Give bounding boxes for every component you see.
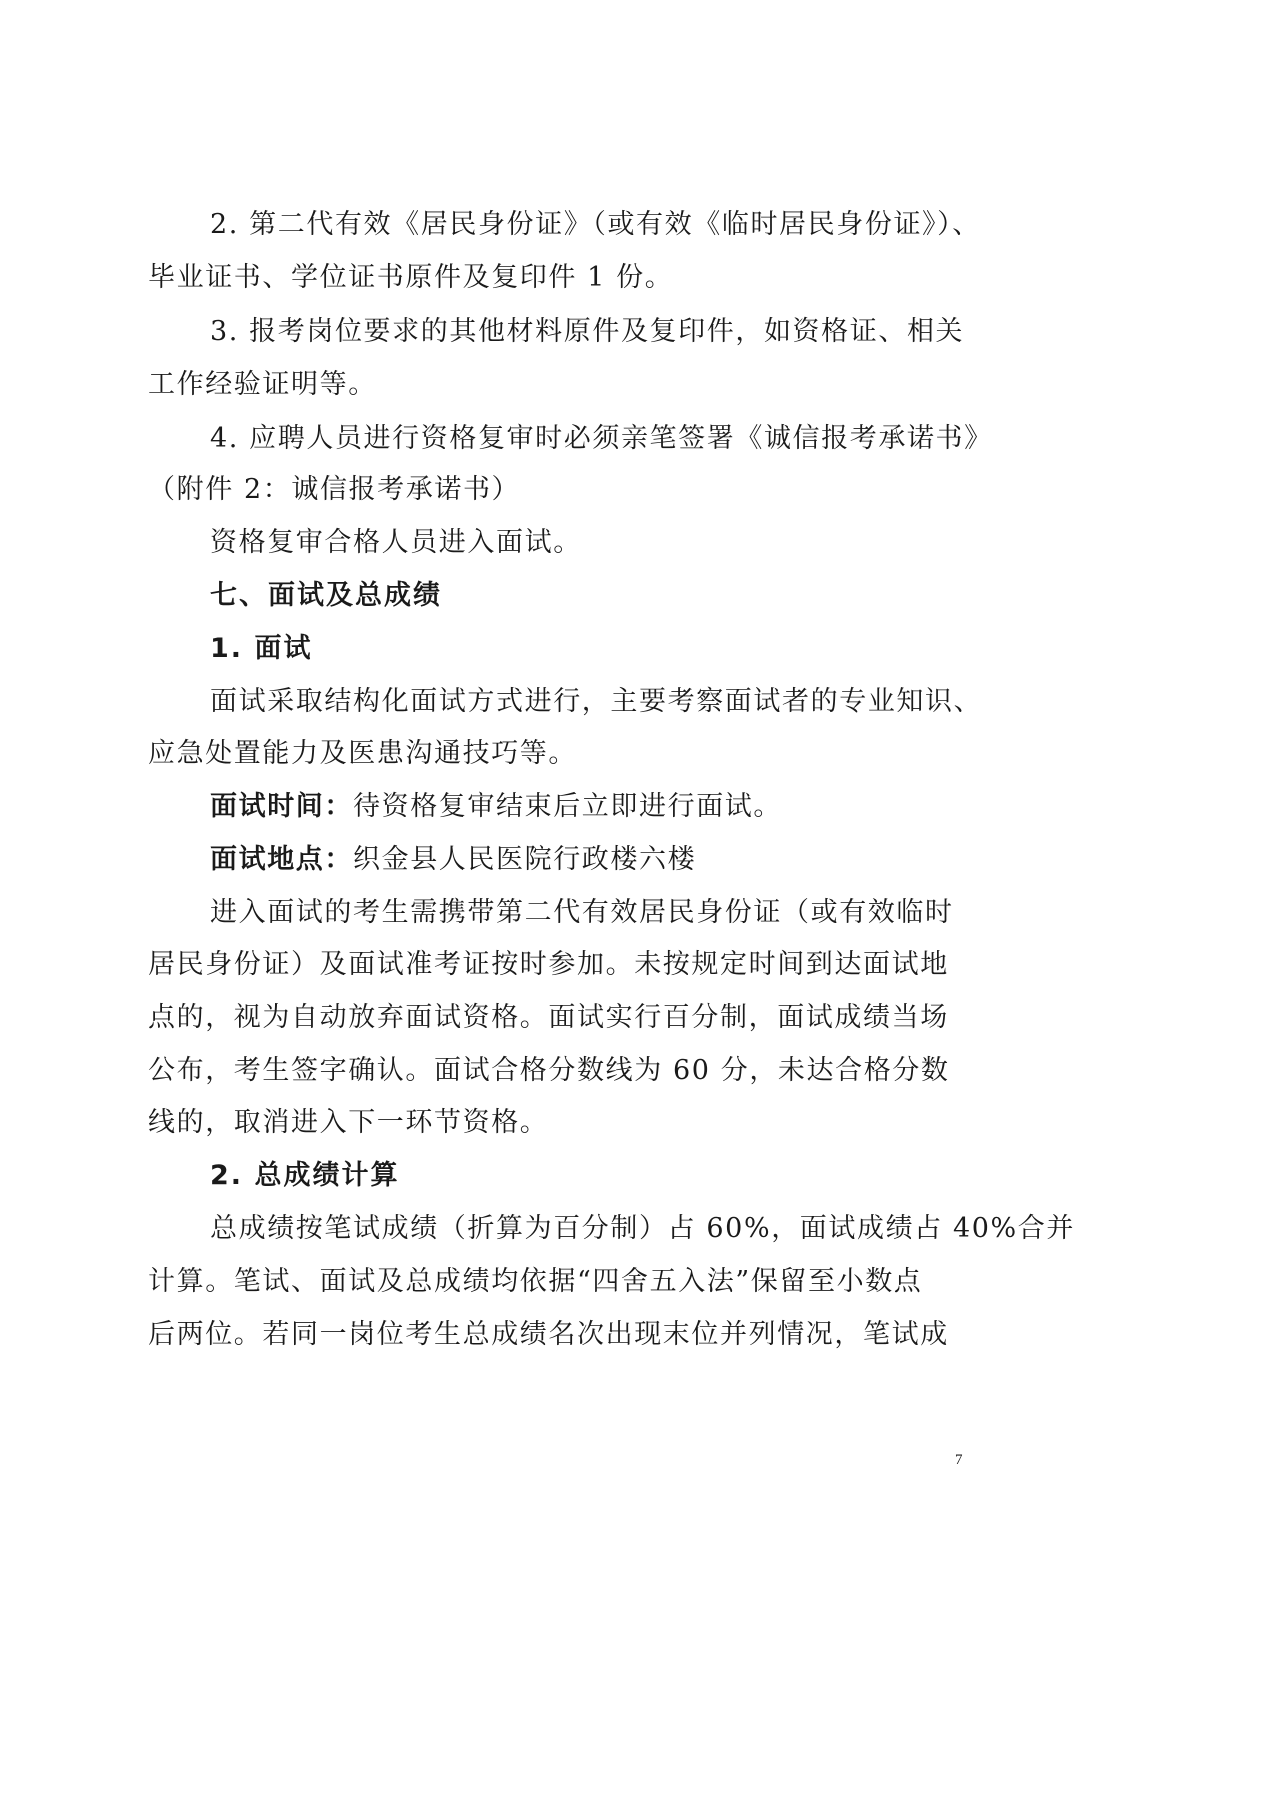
interview-location-line <box>210 840 983 880</box>
paragraph-line <box>148 1262 983 1302</box>
paragraph-line <box>148 945 983 985</box>
paragraph-line <box>148 470 983 510</box>
text: 4. 应聘人员进行资格复审时必须亲笔签署《诚信报考承诺书》 <box>210 423 993 454</box>
paragraph-line <box>210 523 983 563</box>
paragraph-line <box>148 1051 983 1091</box>
interview-location-value: 织金县人民医院行政楼六楼 <box>353 844 697 875</box>
interview-time-label: 面试时间： <box>210 791 353 822</box>
paragraph-line <box>148 998 983 1038</box>
subsection-heading <box>210 629 983 669</box>
paragraph-line <box>210 205 983 245</box>
text: （附件 2：诚信报考承诺书） <box>148 474 521 505</box>
text: 进入面试的考生需携带第二代有效居民身份证（或有效临时 <box>210 897 954 928</box>
text: 总成绩按笔试成绩（折算为百分制）占 60%，面试成绩占 40%合并 <box>210 1213 1075 1244</box>
text: 应急处置能力及医患沟通技巧等。 <box>148 738 577 769</box>
heading-text: 七、面试及总成绩 <box>210 580 442 611</box>
text: 资格复审合格人员进入面试。 <box>210 527 582 558</box>
paragraph-line <box>210 893 983 933</box>
heading-text: 2. 总成绩计算 <box>210 1160 400 1191</box>
paragraph-line <box>148 734 983 774</box>
text: 后两位。若同一岗位考生总成绩名次出现末位并列情况，笔试成 <box>148 1319 949 1350</box>
text: 计算。笔试、面试及总成绩均依据“四舍五入法”保留至小数点 <box>148 1266 923 1297</box>
paragraph-line <box>210 312 983 352</box>
paragraph-line <box>148 1315 983 1355</box>
text: 工作经验证明等。 <box>148 369 377 400</box>
text: 居民身份证）及面试准考证按时参加。未按规定时间到达面试地 <box>148 949 949 980</box>
paragraph-line <box>148 1103 983 1143</box>
text: 线的，取消进入下一环节资格。 <box>148 1107 549 1138</box>
text: 3. 报考岗位要求的其他材料原件及复印件，如资格证、相关 <box>210 316 965 347</box>
interview-time-value: 待资格复审结束后立即进行面试。 <box>353 791 782 822</box>
section-heading <box>210 576 983 616</box>
interview-location-label: 面试地点： <box>210 844 353 875</box>
text: 面试采取结构化面试方式进行，主要考察面试者的专业知识、 <box>210 686 983 717</box>
interview-time-line <box>210 787 983 827</box>
text: 公布，考生签字确认。面试合格分数线为 60 分，未达合格分数 <box>148 1055 950 1086</box>
paragraph-line <box>148 365 983 405</box>
text: 点的，视为自动放弃面试资格。面试实行百分制，面试成绩当场 <box>148 1002 949 1033</box>
paragraph-line <box>210 682 983 722</box>
text: 2. 第二代有效《居民身份证》（或有效《临时居民身份证》）、 <box>210 209 981 240</box>
subsection-heading <box>210 1156 983 1196</box>
paragraph-line <box>210 419 993 459</box>
text: 毕业证书、学位证书原件及复印件 1 份。 <box>148 262 674 293</box>
heading-text: 1. 面试 <box>210 633 313 664</box>
paragraph-line <box>210 1209 1075 1249</box>
page-number: 7 <box>955 1452 963 1468</box>
paragraph-line <box>148 258 983 298</box>
